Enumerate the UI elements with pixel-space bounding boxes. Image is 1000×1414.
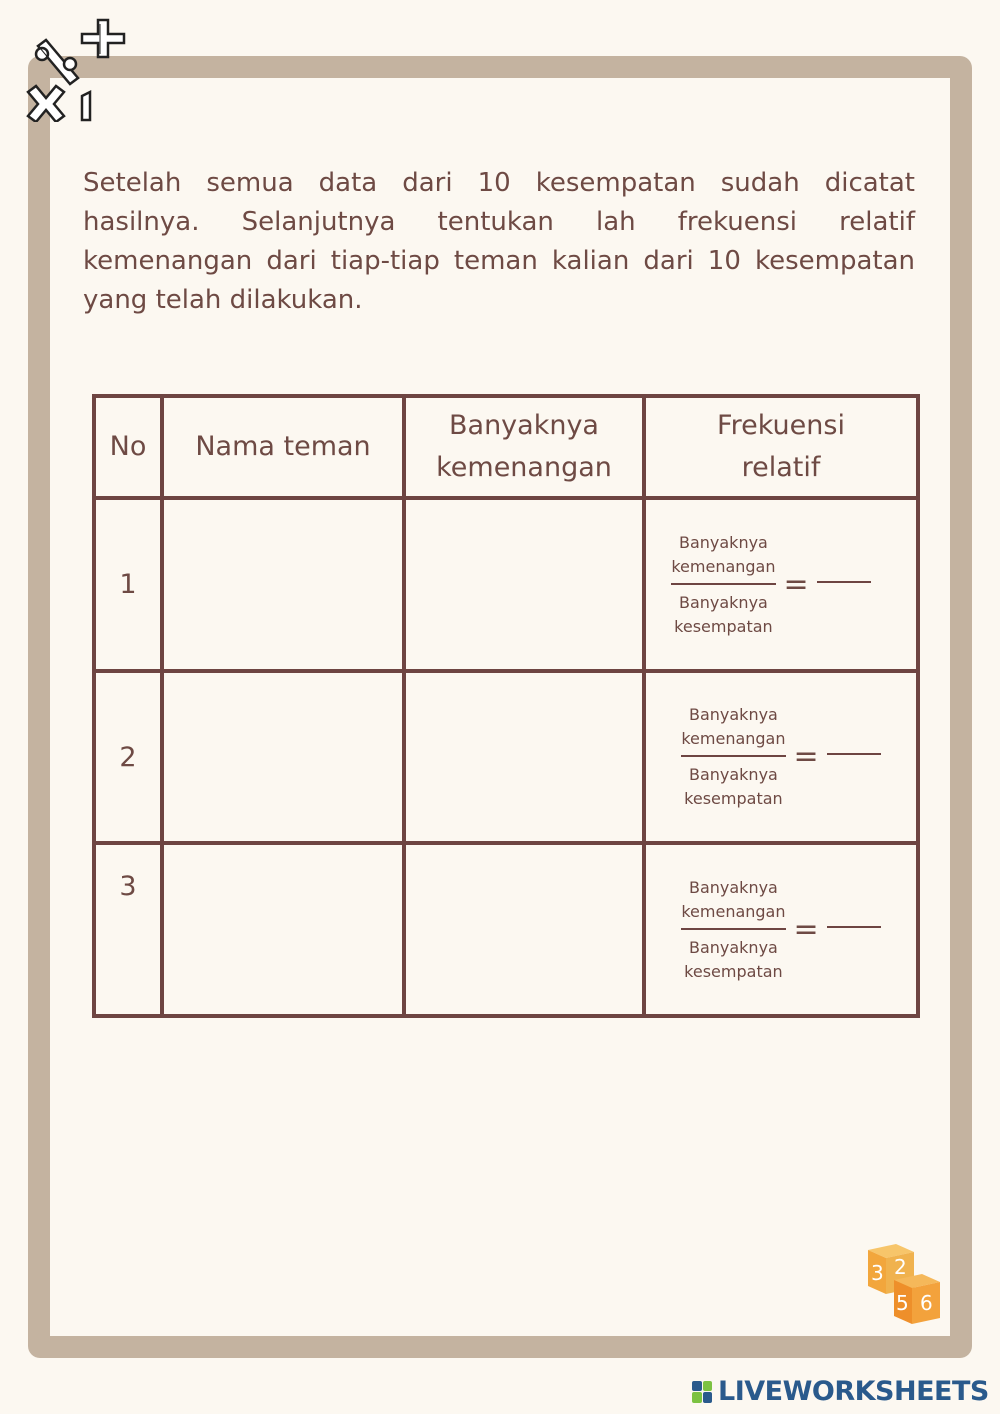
header-wins-line2: kemenangan (436, 452, 612, 484)
fraction (671, 531, 775, 639)
denominator-line2: kesempatan (684, 961, 783, 981)
table-header-row (94, 396, 918, 498)
number-cubes-icon (862, 1240, 946, 1328)
table-row (94, 843, 918, 1016)
header-freq-line2: relatif (741, 452, 821, 484)
numerator-line2: kemenangan (681, 729, 786, 749)
liveworksheets-brand[interactable] (692, 1376, 989, 1407)
denominator-line1: Banyaknya (688, 937, 778, 957)
row-number: 3 (94, 843, 162, 1016)
header-relative-frequency (644, 396, 918, 498)
cube-digit: 6 (920, 1291, 933, 1315)
denominator-line1: Banyaknya (688, 765, 778, 785)
fraction-numerator (681, 703, 785, 757)
header-no: No (94, 396, 162, 498)
fraction-denominator (684, 763, 782, 811)
fraction-denominator (674, 591, 772, 639)
name-answer-cell[interactable] (162, 498, 404, 671)
formula-cell (644, 671, 918, 844)
answer-blank[interactable] (827, 753, 881, 755)
cube-digit: 3 (871, 1261, 884, 1285)
table-row (94, 671, 918, 844)
cube-digit: 5 (896, 1291, 909, 1315)
equals-sign: = (793, 911, 819, 947)
header-name: Nama teman (162, 396, 404, 498)
numerator-line1: Banyaknya (688, 877, 778, 897)
formula-cell (644, 498, 918, 671)
equals-sign: = (783, 566, 809, 602)
header-freq-line1: Frekuensi (717, 410, 845, 442)
answer-blank[interactable] (827, 926, 881, 928)
fraction-denominator (684, 936, 782, 984)
equals-sign: = (793, 739, 819, 775)
cube-digit: 2 (894, 1255, 907, 1279)
wins-answer-cell[interactable] (404, 498, 644, 671)
numerator-line1: Banyaknya (688, 705, 778, 725)
relative-frequency-formula (626, 531, 916, 639)
brand-name: LIVEWORKSHEETS (718, 1376, 989, 1407)
fraction-numerator (681, 876, 785, 930)
numerator-line2: kemenangan (681, 901, 786, 921)
denominator-line1: Banyaknya (678, 592, 768, 612)
wins-answer-cell[interactable] (404, 671, 644, 844)
math-operations-icon (10, 12, 130, 122)
formula-cell (644, 843, 918, 1016)
denominator-line2: kesempatan (674, 616, 773, 636)
liveworksheets-logo-icon (692, 1381, 712, 1403)
header-wins-line1: Banyaknya (449, 410, 599, 442)
relative-frequency-table (92, 394, 920, 1018)
wins-answer-cell[interactable] (404, 843, 644, 1016)
name-answer-cell[interactable] (162, 843, 404, 1016)
row-number: 1 (94, 498, 162, 671)
fraction-numerator (671, 531, 775, 585)
instruction-paragraph: Setelah semua data dari 10 kesempatan sudah dicatat hasilnya. Selanjutnya tentukan lah frekuensi relatif kemenangan dari tiap-tiap teman kalian dari 10 kesempatan yang telah dilakukan. (83, 168, 915, 315)
denominator-line2: kesempatan (684, 789, 783, 809)
header-wins (404, 396, 644, 498)
row-number: 2 (94, 671, 162, 844)
fraction (681, 703, 785, 811)
name-answer-cell[interactable] (162, 671, 404, 844)
relative-frequency-formula (646, 876, 916, 984)
fraction (681, 876, 785, 984)
table-row (94, 498, 918, 671)
numerator-line1: Banyaknya (678, 532, 768, 552)
numerator-line2: kemenangan (671, 556, 776, 576)
answer-blank[interactable] (817, 581, 871, 583)
relative-frequency-formula (646, 703, 916, 811)
